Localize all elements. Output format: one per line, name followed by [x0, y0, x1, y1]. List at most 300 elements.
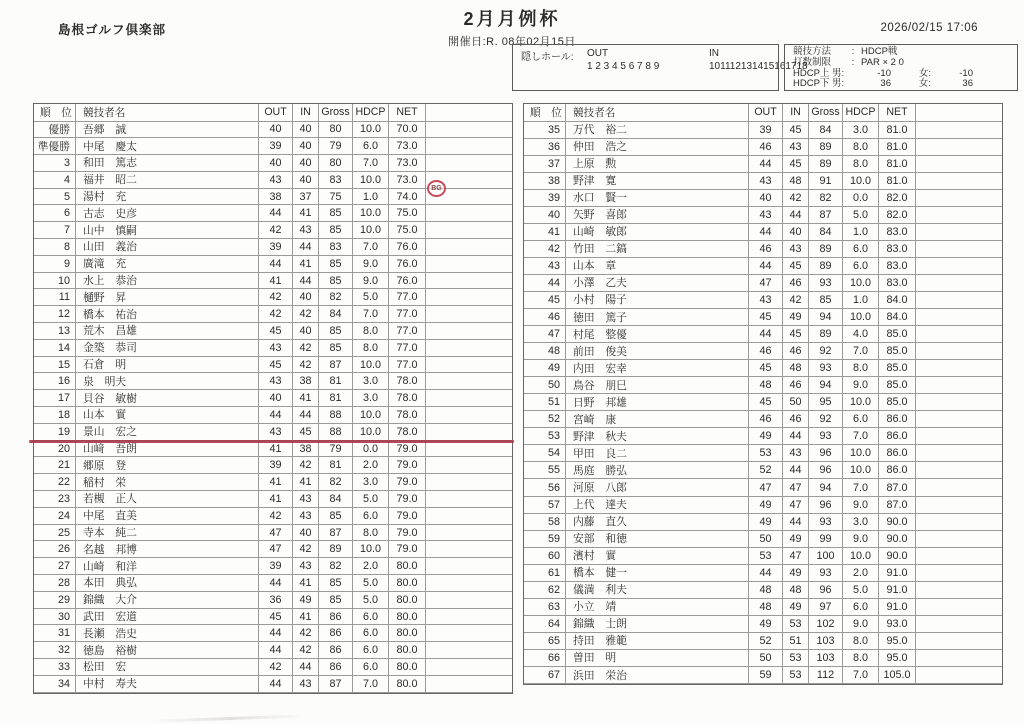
gross-cell: 85	[319, 508, 353, 525]
note-cell	[916, 224, 1002, 241]
name-cell: 錦織 大介	[76, 592, 259, 609]
gross-cell: 95	[809, 394, 843, 411]
rank-cell: 7	[34, 222, 76, 239]
name-cell: 前田 俊美	[566, 343, 749, 360]
out-cell: 48	[749, 582, 783, 599]
hidden-holes-spacer	[521, 61, 587, 74]
note-cell	[426, 205, 512, 222]
net-cell: 80.0	[389, 558, 426, 575]
name-cell: 山本 實	[76, 407, 259, 424]
out-cell: 48	[749, 599, 783, 616]
name-cell: 古志 史彦	[76, 205, 259, 222]
table-row	[524, 122, 1002, 139]
note-cell	[916, 122, 1002, 139]
table-row	[34, 205, 512, 222]
gross-cell: 102	[809, 616, 843, 633]
in-cell: 53	[783, 650, 809, 667]
out-cell: 45	[749, 309, 783, 326]
table-row	[34, 525, 512, 542]
rank-cell: 36	[524, 139, 566, 156]
rule-hdcp-lower-women: 36	[962, 78, 973, 90]
hdcp-cell: 10.0	[843, 548, 879, 565]
gross-cell: 82	[319, 558, 353, 575]
out-cell: 45	[259, 323, 293, 340]
out-cell: 49	[749, 616, 783, 633]
in-cell: 49	[783, 309, 809, 326]
table-row	[524, 275, 1002, 292]
name-cell: 橋本 祐治	[76, 306, 259, 323]
name-cell: 浜田 栄治	[566, 667, 749, 684]
rank-cell: 49	[524, 360, 566, 377]
net-cell: 90.0	[879, 531, 916, 548]
hdcp-cell: 1.0	[843, 224, 879, 241]
gross-cell: 100	[809, 548, 843, 565]
in-cell: 49	[783, 565, 809, 582]
net-cell: 74.0	[389, 189, 426, 206]
out-cell: 47	[259, 525, 293, 542]
in-cell: 40	[293, 155, 319, 172]
gross-cell: 82	[319, 289, 353, 306]
rank-cell: 63	[524, 599, 566, 616]
net-cell: 84.0	[879, 309, 916, 326]
out-cell: 48	[749, 377, 783, 394]
in-cell: 43	[293, 491, 319, 508]
gross-cell: 93	[809, 360, 843, 377]
out-cell: 39	[749, 122, 783, 139]
note-cell	[916, 531, 1002, 548]
rank-cell: 51	[524, 394, 566, 411]
rank-cell: 35	[524, 122, 566, 139]
table-row	[34, 256, 512, 273]
note-cell	[916, 616, 1002, 633]
out-cell: 40	[749, 190, 783, 207]
rule-stroke-limit-value: PAR × 2 0	[861, 56, 904, 68]
net-cell: 83.0	[879, 275, 916, 292]
out-cell: 47	[749, 275, 783, 292]
hdcp-cell: 10.0	[353, 424, 389, 441]
name-cell: 福井 昭二	[76, 172, 259, 189]
rank-cell: 45	[524, 292, 566, 309]
hdcp-cell: 5.0	[353, 575, 389, 592]
hdcp-cell: 8.0	[843, 139, 879, 156]
out-cell: 47	[259, 541, 293, 558]
in-cell: 44	[783, 514, 809, 531]
hdcp-cell: 9.0	[843, 616, 879, 633]
gross-cell: 75	[319, 189, 353, 206]
name-cell: 上代 達夫	[566, 497, 749, 514]
out-cell: 45	[259, 357, 293, 374]
table-row	[524, 616, 1002, 633]
rank-cell: 20	[34, 441, 76, 458]
name-cell: 長瀬 浩史	[76, 625, 259, 642]
hdcp-cell: 10.0	[353, 407, 389, 424]
table-row	[34, 323, 512, 340]
rank-cell: 38	[524, 173, 566, 190]
out-cell: 44	[259, 205, 293, 222]
name-cell: 馬庭 勝弘	[566, 462, 749, 479]
net-cell: 80.0	[389, 659, 426, 676]
rule-hdcp-lower-label: HDCP下 男:	[793, 78, 845, 90]
rank-cell: 52	[524, 411, 566, 428]
name-cell: 万代 裕二	[566, 122, 749, 139]
net-cell: 77.0	[389, 340, 426, 357]
gross-cell: 81	[319, 457, 353, 474]
out-cell: 44	[259, 642, 293, 659]
header-name: 競技者名	[566, 104, 749, 122]
rule-hdcp-upper-women-label: 女:	[918, 67, 931, 79]
printed-timestamp: 2026/02/15 17:06	[880, 22, 978, 34]
table-row	[34, 424, 512, 441]
out-cell: 53	[749, 548, 783, 565]
table-row	[34, 642, 512, 659]
net-cell: 85.0	[879, 326, 916, 343]
net-cell: 73.0	[389, 172, 426, 189]
name-cell: 荒木 昌雄	[76, 323, 259, 340]
results-table-right	[523, 103, 1003, 685]
rank-cell: 3	[34, 155, 76, 172]
rank-cell: 54	[524, 445, 566, 462]
header-note	[916, 104, 1002, 122]
gross-cell: 89	[809, 241, 843, 258]
in-cell: 40	[293, 525, 319, 542]
name-cell: 矢野 喜郎	[566, 207, 749, 224]
header-gross: Gross	[809, 104, 843, 122]
in-cell: 40	[293, 138, 319, 155]
rank-cell: 優勝	[34, 122, 76, 139]
table-row	[34, 558, 512, 575]
rank-cell: 22	[34, 474, 76, 491]
name-cell: 徳島 裕樹	[76, 642, 259, 659]
rank-cell: 21	[34, 457, 76, 474]
out-cell: 52	[749, 462, 783, 479]
table-row	[524, 531, 1002, 548]
note-cell	[426, 357, 512, 374]
name-cell: 樋野 昇	[76, 289, 259, 306]
net-cell: 87.0	[879, 479, 916, 496]
hdcp-cell: 6.0	[353, 625, 389, 642]
gross-cell: 87	[809, 207, 843, 224]
note-cell	[916, 514, 1002, 531]
rank-cell: 53	[524, 428, 566, 445]
rank-cell: 46	[524, 309, 566, 326]
net-cell: 87.0	[879, 497, 916, 514]
in-cell: 48	[783, 360, 809, 377]
rule-method-label: 競技方法	[793, 46, 832, 57]
gross-cell: 89	[319, 541, 353, 558]
table-row	[524, 156, 1002, 173]
out-cell: 41	[259, 474, 293, 491]
in-cell: 47	[783, 497, 809, 514]
gross-cell: 86	[319, 642, 353, 659]
note-cell	[426, 390, 512, 407]
in-cell: 45	[783, 258, 809, 275]
rule-hdcp-lower-line	[793, 79, 1009, 90]
in-cell: 45	[783, 122, 809, 139]
rank-cell: 58	[524, 514, 566, 531]
note-cell	[426, 491, 512, 508]
rank-cell: 61	[524, 565, 566, 582]
hdcp-cell: 8.0	[843, 650, 879, 667]
event-date: 開催日:R. 08年02月15日	[448, 36, 576, 48]
rule-hdcp-lower-women-label: 女:	[918, 78, 931, 90]
out-cell: 44	[749, 224, 783, 241]
header-net: NET	[389, 104, 426, 122]
gross-cell: 96	[809, 445, 843, 462]
note-cell	[426, 273, 512, 290]
hdcp-cell: 9.0	[353, 256, 389, 273]
gross-cell: 84	[809, 224, 843, 241]
out-cell: 49	[749, 514, 783, 531]
rank-cell: 39	[524, 190, 566, 207]
table-row	[34, 289, 512, 306]
net-cell: 80.0	[389, 609, 426, 626]
out-cell: 44	[259, 407, 293, 424]
header-rank: 順 位	[524, 104, 566, 122]
rank-cell: 41	[524, 224, 566, 241]
table-row	[524, 309, 1002, 326]
in-cell: 38	[293, 441, 319, 458]
in-cell: 48	[783, 173, 809, 190]
in-cell: 42	[783, 190, 809, 207]
note-cell	[426, 239, 512, 256]
hdcp-cell: 4.0	[843, 326, 879, 343]
in-cell: 37	[293, 189, 319, 206]
name-cell: 内田 宏幸	[566, 360, 749, 377]
name-cell: 中村 寿夫	[76, 676, 259, 693]
net-cell: 76.0	[389, 273, 426, 290]
rank-cell: 44	[524, 275, 566, 292]
in-cell: 43	[293, 508, 319, 525]
rank-cell: 29	[34, 592, 76, 609]
note-cell	[916, 258, 1002, 275]
in-cell: 43	[293, 222, 319, 239]
note-cell	[426, 222, 512, 239]
net-cell: 86.0	[879, 445, 916, 462]
rank-cell: 14	[34, 340, 76, 357]
out-cell: 43	[259, 373, 293, 390]
table-row	[34, 659, 512, 676]
in-cell: 49	[783, 531, 809, 548]
out-cell: 42	[259, 289, 293, 306]
out-cell: 42	[259, 306, 293, 323]
net-cell: 79.0	[389, 491, 426, 508]
rank-cell: 37	[524, 156, 566, 173]
net-cell: 79.0	[389, 508, 426, 525]
gross-cell: 93	[809, 275, 843, 292]
hidden-holes-in-label: IN	[709, 48, 719, 59]
out-cell: 49	[749, 428, 783, 445]
net-cell: 86.0	[879, 428, 916, 445]
name-cell: 山本 章	[566, 258, 749, 275]
rank-cell: 8	[34, 239, 76, 256]
rank-cell: 6	[34, 205, 76, 222]
rule-separator: :	[851, 46, 855, 57]
name-cell: 泉 明夫	[76, 373, 259, 390]
in-cell: 43	[783, 241, 809, 258]
name-cell: 和田 篤志	[76, 155, 259, 172]
net-cell: 80.0	[389, 575, 426, 592]
hdcp-cell: 0.0	[843, 190, 879, 207]
in-cell: 42	[293, 625, 319, 642]
note-cell	[916, 360, 1002, 377]
in-cell: 42	[783, 292, 809, 309]
out-cell: 46	[749, 139, 783, 156]
out-cell: 44	[259, 575, 293, 592]
rank-cell: 5	[34, 189, 76, 206]
out-cell: 41	[259, 441, 293, 458]
hdcp-cell: 10.0	[353, 541, 389, 558]
note-cell	[916, 548, 1002, 565]
out-cell: 43	[259, 172, 293, 189]
out-cell: 46	[749, 411, 783, 428]
in-cell: 38	[293, 373, 319, 390]
header-out: OUT	[749, 104, 783, 122]
rank-cell: 66	[524, 650, 566, 667]
rank-cell: 33	[34, 659, 76, 676]
note-cell	[916, 667, 1002, 684]
net-cell: 80.0	[389, 642, 426, 659]
hdcp-cell: 7.0	[843, 667, 879, 684]
name-cell: 錦織 士朗	[566, 616, 749, 633]
hdcp-cell: 10.0	[353, 172, 389, 189]
in-cell: 51	[783, 633, 809, 650]
header-name: 競技者名	[76, 104, 259, 122]
gross-cell: 97	[809, 599, 843, 616]
gross-cell: 96	[809, 497, 843, 514]
table-row	[524, 633, 1002, 650]
in-cell: 44	[783, 207, 809, 224]
table-row	[34, 541, 512, 558]
name-cell: 小澤 乙夫	[566, 275, 749, 292]
name-cell: 郷原 登	[76, 457, 259, 474]
gross-cell: 82	[319, 474, 353, 491]
rule-hdcp-upper-men: -10	[877, 67, 891, 79]
page-header	[0, 5, 1024, 49]
table-row	[34, 592, 512, 609]
gross-cell: 85	[319, 205, 353, 222]
gross-cell: 96	[809, 462, 843, 479]
name-cell: 水口 賢一	[566, 190, 749, 207]
out-cell: 52	[749, 633, 783, 650]
table-body-left	[34, 122, 512, 693]
note-cell	[426, 155, 512, 172]
out-cell: 47	[749, 479, 783, 496]
hdcp-cell: 8.0	[843, 360, 879, 377]
net-cell: 91.0	[879, 582, 916, 599]
gross-cell: 84	[319, 491, 353, 508]
gross-cell: 112	[809, 667, 843, 684]
hdcp-cell: 7.0	[353, 306, 389, 323]
header-gross: Gross	[319, 104, 353, 122]
table-row	[524, 428, 1002, 445]
name-cell: 小村 陽子	[566, 292, 749, 309]
gross-cell: 94	[809, 377, 843, 394]
in-cell: 40	[293, 122, 319, 139]
rank-cell: 4	[34, 172, 76, 189]
net-cell: 79.0	[389, 525, 426, 542]
in-cell: 42	[293, 357, 319, 374]
rank-cell: 25	[34, 525, 76, 542]
table-row	[524, 258, 1002, 275]
name-cell: 山﨑 吾朗	[76, 441, 259, 458]
in-cell: 40	[293, 172, 319, 189]
name-cell: 橋本 健一	[566, 565, 749, 582]
header-hdcp: HDCP	[353, 104, 389, 122]
note-cell	[426, 407, 512, 424]
note-cell	[426, 256, 512, 273]
hdcp-cell: 9.0	[843, 377, 879, 394]
hdcp-cell: 9.0	[843, 531, 879, 548]
in-cell: 46	[783, 343, 809, 360]
net-cell: 95.0	[879, 650, 916, 667]
note-cell	[916, 497, 1002, 514]
in-cell: 46	[783, 377, 809, 394]
in-cell: 50	[783, 394, 809, 411]
in-cell: 41	[293, 474, 319, 491]
hidden-holes-out-values: 1 2 3 4 5 6 7 8 9	[587, 61, 660, 72]
gross-cell: 94	[809, 309, 843, 326]
out-cell: 45	[749, 394, 783, 411]
hdcp-cell: 6.0	[843, 411, 879, 428]
net-cell: 90.0	[879, 514, 916, 531]
rank-cell: 23	[34, 491, 76, 508]
name-cell: 廣滝 充	[76, 256, 259, 273]
net-cell: 86.0	[879, 411, 916, 428]
table-row	[34, 575, 512, 592]
name-cell: 湯村 充	[76, 189, 259, 206]
name-cell: 持田 雅範	[566, 633, 749, 650]
rank-cell: 24	[34, 508, 76, 525]
out-cell: 38	[259, 189, 293, 206]
rank-cell: 16	[34, 373, 76, 390]
rank-cell: 42	[524, 241, 566, 258]
in-cell: 43	[783, 139, 809, 156]
net-cell: 93.0	[879, 616, 916, 633]
name-cell: 中尾 慶太	[76, 138, 259, 155]
net-cell: 75.0	[389, 222, 426, 239]
table-row	[34, 184, 512, 206]
hdcp-cell: 6.0	[353, 609, 389, 626]
out-cell: 40	[259, 390, 293, 407]
hdcp-cell: 6.0	[843, 241, 879, 258]
net-cell: 73.0	[389, 155, 426, 172]
name-cell: 山田 義治	[76, 239, 259, 256]
name-cell: 石倉 明	[76, 357, 259, 374]
hdcp-cell: 10.0	[843, 394, 879, 411]
hdcp-cell: 10.0	[353, 222, 389, 239]
table-row	[524, 565, 1002, 582]
note-cell	[426, 474, 512, 491]
note-cell	[916, 275, 1002, 292]
table-row	[524, 360, 1002, 377]
net-cell: 91.0	[879, 599, 916, 616]
gross-cell: 94	[809, 479, 843, 496]
rank-cell: 17	[34, 390, 76, 407]
gross-cell: 80	[319, 155, 353, 172]
net-cell: 105.0	[879, 667, 916, 684]
header-rank: 順 位	[34, 104, 76, 122]
hidden-holes-in-values: 101112131415161718	[709, 61, 808, 72]
in-cell: 44	[783, 428, 809, 445]
gross-cell: 80	[319, 122, 353, 139]
gross-cell: 103	[809, 633, 843, 650]
note-cell	[426, 609, 512, 626]
rank-cell: 60	[524, 548, 566, 565]
hdcp-cell: 1.0	[353, 189, 389, 206]
hdcp-cell: 1.0	[843, 292, 879, 309]
rule-method-value: HDCP戦	[861, 46, 898, 57]
gross-cell: 99	[809, 531, 843, 548]
